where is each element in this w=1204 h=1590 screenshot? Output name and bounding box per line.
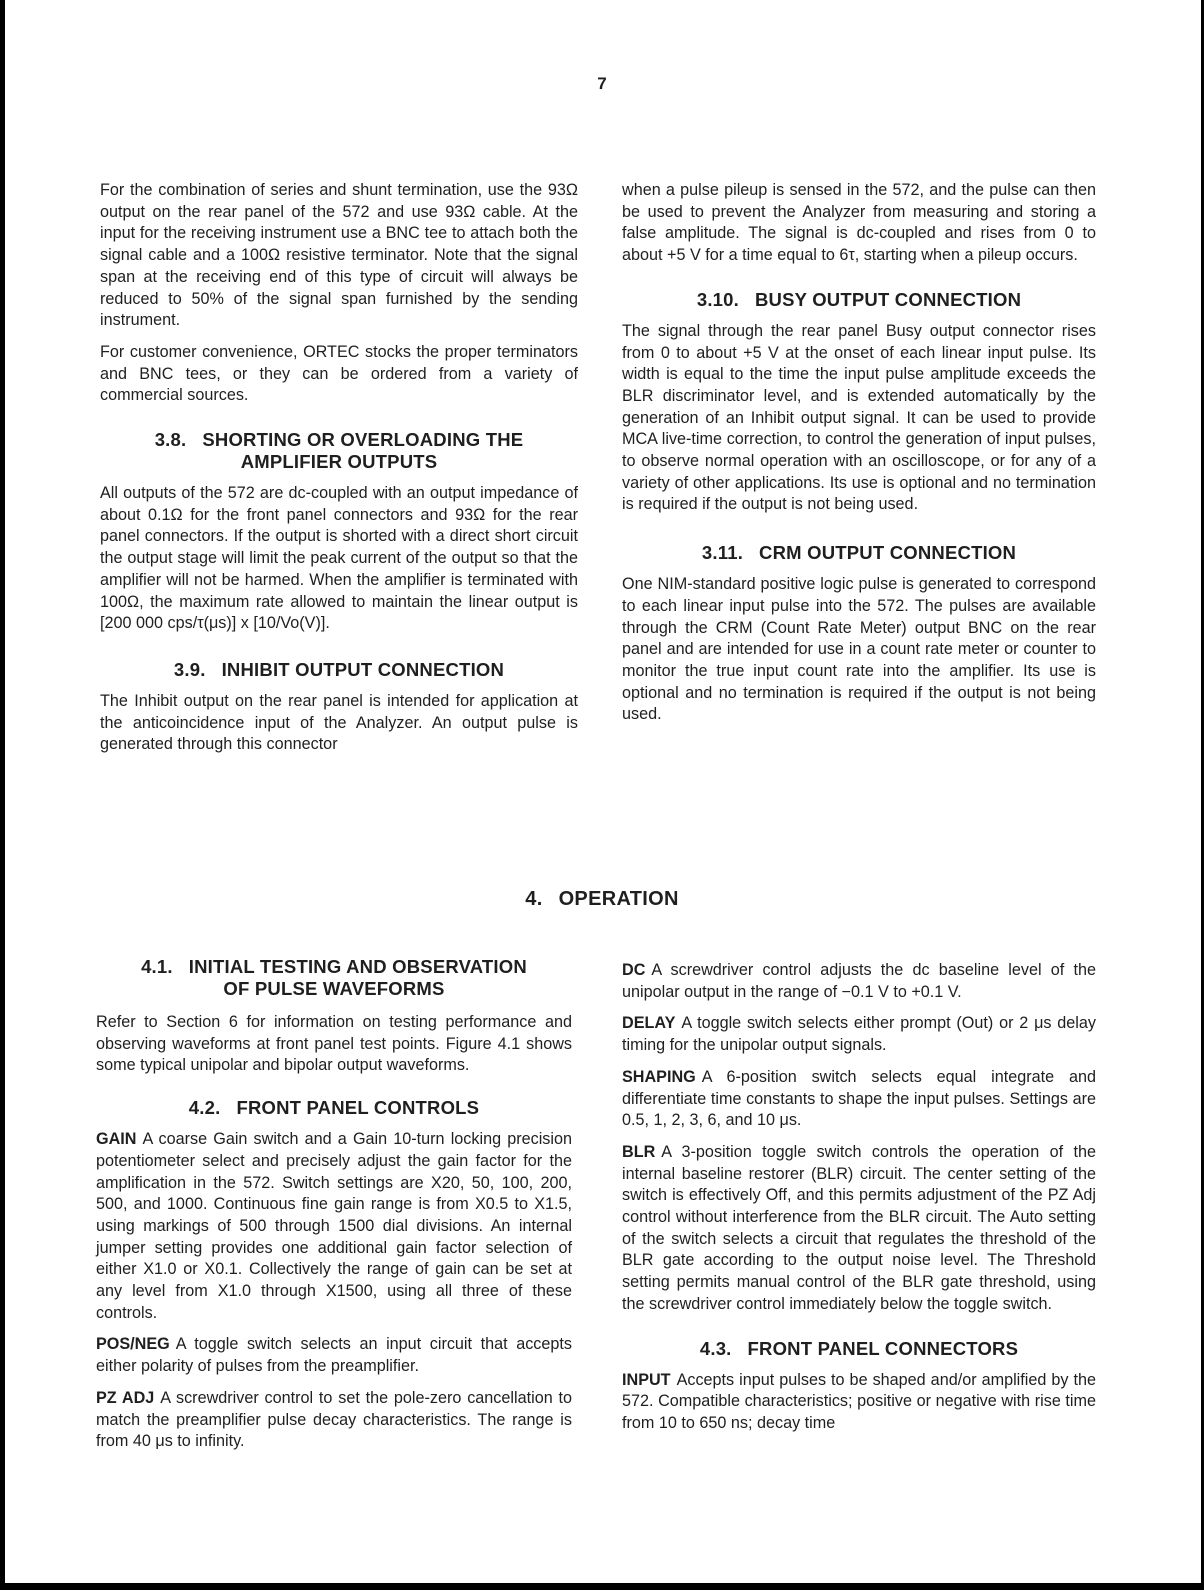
paragraph: Refer to Section 6 for information on testing performance and observing waveforms at front panel test points. Figure 4.1 shows some typical unipolar and bipolar output waveforms. xyxy=(96,1013,572,1075)
right-top-column xyxy=(622,180,1096,736)
paragraph: One NIM-standard positive logic pulse is generated to correspond to each linear input pulse into the 572. The pulses are available through the CRM (Count Rate Meter) output BNC on the rear panel and are intended for use in a count rate meter or counter to monitor the true input count rate into the amplifier. Its use is optional and no termination is required if the output is not being used. xyxy=(622,575,1096,724)
section-heading-4-2: 4.2. FRONT PANEL CONTROLS xyxy=(188,1097,480,1119)
gain-label: GAIN xyxy=(96,1130,137,1149)
paragraph: when a pulse pileup is sensed in the 572, and the pulse can then be used to prevent the Analyzer from measuring and storing a false amplitude. The signal is dc-coupled and rises from 0 to about +5 V for a time equal to 6τ, starting when a pileup occurs. xyxy=(622,181,1096,265)
input-description: INPUT Accepts input pulses to be shaped and/or amplified by the 572. Compatible characteristics; positive or negative with rise time from 10 to 650 ns; decay time xyxy=(622,1370,1096,1432)
dc-description: DC A screwdriver control adjusts the dc baseline level of the unipolar output in the range of −0.1 V to +0.1 V. xyxy=(622,961,1096,1001)
gain-description: GAIN A coarse Gain switch and a Gain 10-turn locking precision potentiometer select and precisely adjust the gain factor for the amplification in the 572. Switch settings are X20, 50, 100, 200, 500, and 1000. Continuous fine gain range is from X0.5 to X1.5, using markings of 500 through 1500 dial divisions. An internal jumper setting provides one additional gain factor selection of either X1.0 or X0.1. Collectively the range of gain can be set at any level from X1.0 through X1500, using all three of these controls. xyxy=(96,1130,572,1322)
dc-label: DC xyxy=(622,961,646,979)
section-heading-3-10: 3.10. BUSY OUTPUT CONNECTION xyxy=(696,288,1022,310)
paragraph: The signal through the rear panel Busy output connector rises from 0 to about +5 V at the onset of each linear input pulse. Its width is equal to the time the input pulse amplitude exceeds the BLR discriminator level, and is extended automatically by the generation of an Inhibit output signal. It can be used to provide MCA live-time correction, to control the generation of input pulses, to observe normal operation with an oscilloscope, or for any of a variety of other applications. Its use is optional and no termination is required if the output is not being used. xyxy=(622,321,1096,514)
right-bottom-column xyxy=(622,960,1096,1445)
paragraph: For the combination of series and shunt termination, use the 93Ω output on the rear panel of the 572 and use 93Ω cable. At the input for the receiving instrument use a BNC tee to attach both the signal cable and a 100Ω resistive terminator. Note that the signal span at the receiving end of this type of circuit will always be reduced to 50% of the signal span furnished by the sending instrument. xyxy=(100,181,578,330)
section-heading-4: 4. OPERATION xyxy=(525,888,679,910)
blr-label: BLR xyxy=(622,1142,656,1161)
paragraph: For customer convenience, ORTEC stocks the proper terminators and BNC tees, or they can be ordered from a variety of commercial sources. xyxy=(100,342,578,405)
input-label: INPUT xyxy=(622,1370,671,1389)
section-heading-3-9: 3.9. INHIBIT OUTPUT CONNECTION xyxy=(173,658,505,680)
paragraph: All outputs of the 572 are dc-coupled with an output impedance of about 0.1Ω for the front panel connectors and 93Ω for the rear panel connectors. If the output is shorted with a direct short circuit the output stage will limit the peak current of the output so that the amplifier will not be harmed. When the amplifier is terminated with 100Ω, the maximum rate allowed to maintain the linear output is [200 000 cps/τ(μs)] x [10/Vo(V)]. xyxy=(100,484,578,633)
posneg-label: POS/NEG xyxy=(96,1335,170,1354)
section-heading-4-3: 4.3. FRONT PANEL CONNECTORS xyxy=(699,1337,1019,1359)
section-heading-3-8: 3.8. SHORTING OR OVERLOADING THE AMPLIFIER OUTPUTS xyxy=(154,429,524,473)
section-heading-3-11: 3.11. CRM OUTPUT CONNECTION xyxy=(701,542,1017,564)
blr-description: BLR A 3-position toggle switch controls the operation of the internal baseline restorer (BLR) circuit. The center setting of the switch is effectively Off, and this permits adjustment of the PZ Adj control without interference from the BLR circuit. The Auto setting of the switch selects a circuit that regulates the threshold of the BLR gate according to the output noise level. The Threshold setting permits manual control of the BLR gate threshold, using the screwdriver control immediately below the toggle switch. xyxy=(622,1142,1096,1313)
posneg-description: POS/NEG A toggle switch selects an input circuit that accepts either polarity of pulses from the preamplifier. xyxy=(96,1335,572,1376)
delay-label: DELAY xyxy=(622,1014,676,1033)
page-number: 7 xyxy=(597,74,607,93)
paragraph: The Inhibit output on the rear panel is intended for application at the anticoincidence input of the Analyzer. An output pulse is generated through this connector xyxy=(100,691,578,754)
pzadj-label: PZ ADJ xyxy=(96,1388,155,1407)
shaping-label: SHAPING xyxy=(622,1067,696,1086)
shaping-description: SHAPING A 6-position switch selects equal integrate and differentiate time constants to shape the input pulses. Settings are 0.5, 1, 2, 3, 6, and 10 μs. xyxy=(622,1067,1096,1130)
section-heading-4-1: 4.1. INITIAL TESTING AND OBSERVATION OF PULSE WAVEFORMS xyxy=(141,956,527,999)
left-top-column xyxy=(100,180,578,766)
delay-description: DELAY A toggle switch selects either prompt (Out) or 2 μs delay timing for the unipolar output signals. xyxy=(622,1014,1096,1055)
left-bottom-column xyxy=(96,956,572,1463)
pzadj-description: PZ ADJ A screwdriver control to set the pole-zero cancellation to match the preamplifier pulse decay characteristics. The range is from 40 μs to infinity. xyxy=(96,1388,572,1451)
